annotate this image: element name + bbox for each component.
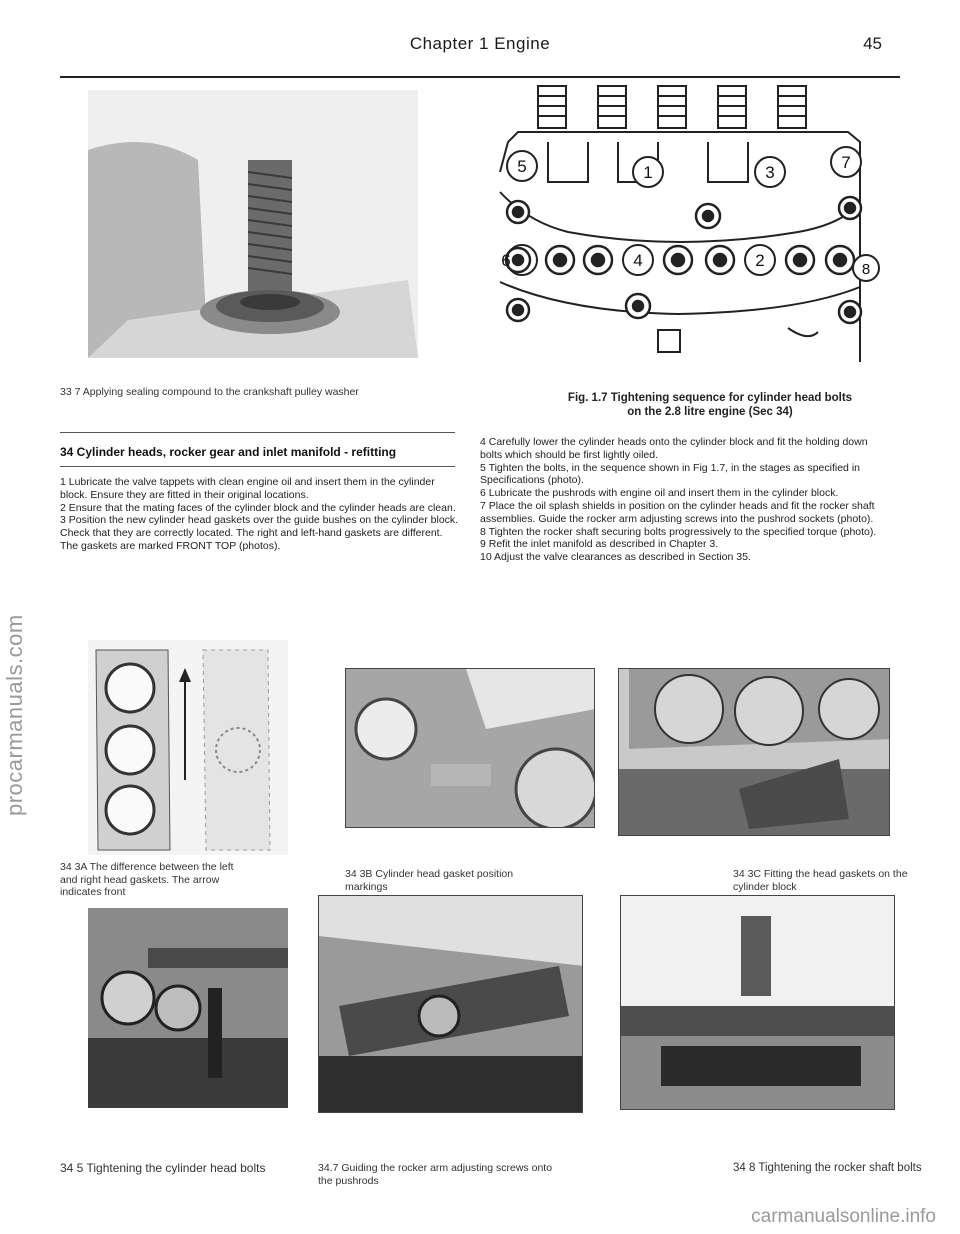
page-number: 45 — [863, 34, 882, 53]
left-column-text — [60, 476, 460, 553]
para-8: 8 Tighten the rocker shaft securing bolts progressively to the specified torque (photo). — [480, 525, 877, 538]
photo-34-3b — [345, 668, 595, 828]
fig-1-7-diagram — [488, 82, 888, 372]
footer-watermark: carmanualsonline.info — [751, 1206, 936, 1227]
fig-1-7-caption: Fig. 1.7 Tightening sequence for cylinder head bolts on the 2.8 litre engine (Sec 34) — [567, 392, 853, 418]
bolt-seq-label: 1 — [643, 163, 653, 182]
caption-34-3a: 34 3A The difference between the left and right head gaskets. The arrow indicates front — [60, 861, 234, 898]
bolt-seq-label: 3 — [765, 163, 775, 182]
bolt-seq-label: 5 — [517, 157, 527, 176]
caption-34-7: 34.7 Guiding the rocker arm adjusting screws onto the pushrods — [318, 1162, 553, 1187]
para-2: 2 Ensure that the mating faces of the cylinder block and the cylinder heads are clean. — [60, 501, 456, 514]
para-6: 6 Lubricate the pushrods with engine oil and insert them in the cylinder block. — [480, 487, 839, 500]
valve-spring-icon — [778, 86, 806, 128]
caption-34-8: 34 8 Tightening the rocker shaft bolts — [733, 1162, 922, 1174]
gasket-fitting-illustration — [619, 669, 890, 836]
photo-34-7 — [318, 895, 583, 1113]
rocker-shaft-illustration — [621, 896, 895, 1110]
bolt-seq-label: 7 — [841, 153, 851, 172]
valve-spring-icon — [538, 86, 566, 128]
photo-34-8 — [620, 895, 895, 1110]
para-7: 7 Place the oil splash shields in position on the cylinder heads and fit the rocker shaft assemblies. Guide the rocker arm adjusting screws into the pushrod sockets (photo). — [480, 499, 875, 525]
head-gasket-illustration — [88, 640, 288, 855]
para-10: 10 Adjust the valve clearances as described in Section 35. — [480, 551, 751, 564]
caption-34-3c: 34 3C Fitting the head gaskets on the cylinder block — [733, 868, 908, 893]
header-rule — [60, 76, 900, 78]
caption-33-7: 33 7 Applying sealing compound to the crankshaft pulley washer — [60, 386, 359, 398]
para-5: 5 Tighten the bolts, in the sequence shown in Fig 1.7, in the stages as specified in Specifications (photo). — [480, 461, 860, 487]
side-watermark: procarmanuals.com — [2, 614, 27, 816]
rocker-pushrod-illustration — [319, 896, 583, 1113]
bolt-seq-label: 2 — [755, 251, 765, 270]
para-1: 1 Lubricate the valve tappets with clean engine oil and insert them in the cylinder block. Ensure they are fitted in their original locations. — [60, 476, 435, 501]
bolt-seq-label: 6 — [501, 251, 511, 270]
bolt-seq-label: 8 — [861, 261, 871, 278]
para-9: 9 Refit the inlet manifold as described in Chapter 3. — [480, 538, 719, 551]
caption-34-5: 34 5 Tightening the cylinder head bolts — [60, 1161, 266, 1175]
section-rule-bottom — [60, 466, 455, 467]
gasket-marking-illustration — [346, 669, 595, 828]
para-4: 4 Carefully lower the cylinder heads onto the cylinder block and fit the holding down bolts which should be first lightly oiled. — [480, 436, 868, 461]
right-column-text — [480, 436, 890, 564]
valve-spring-icon — [598, 86, 626, 128]
bolt-illustration — [88, 90, 418, 358]
photo-34-3a — [88, 640, 288, 855]
head-bolts-illustration — [88, 908, 288, 1108]
section-title: 34 Cylinder heads, rocker gear and inlet manifold - refitting — [60, 445, 397, 459]
chapter-title: Chapter 1 Engine — [409, 34, 551, 53]
photo-34-5 — [88, 908, 288, 1108]
photo-34-3c — [618, 668, 890, 836]
valve-spring-icon — [658, 86, 686, 128]
photo-33-7 — [88, 90, 418, 358]
section-rule-top — [60, 432, 455, 433]
caption-34-3b: 34 3B Cylinder head gasket position markings — [345, 868, 514, 893]
bolt-seq-label: 4 — [633, 251, 643, 270]
valve-spring-icon — [718, 86, 746, 128]
para-3: 3 Position the new cylinder head gaskets over the guide bushes on the cylinder block. Check that they are correctly located. The right and left-hand gaskets are different. The gaskets are marked FRONT TOP (photos). — [60, 514, 459, 552]
